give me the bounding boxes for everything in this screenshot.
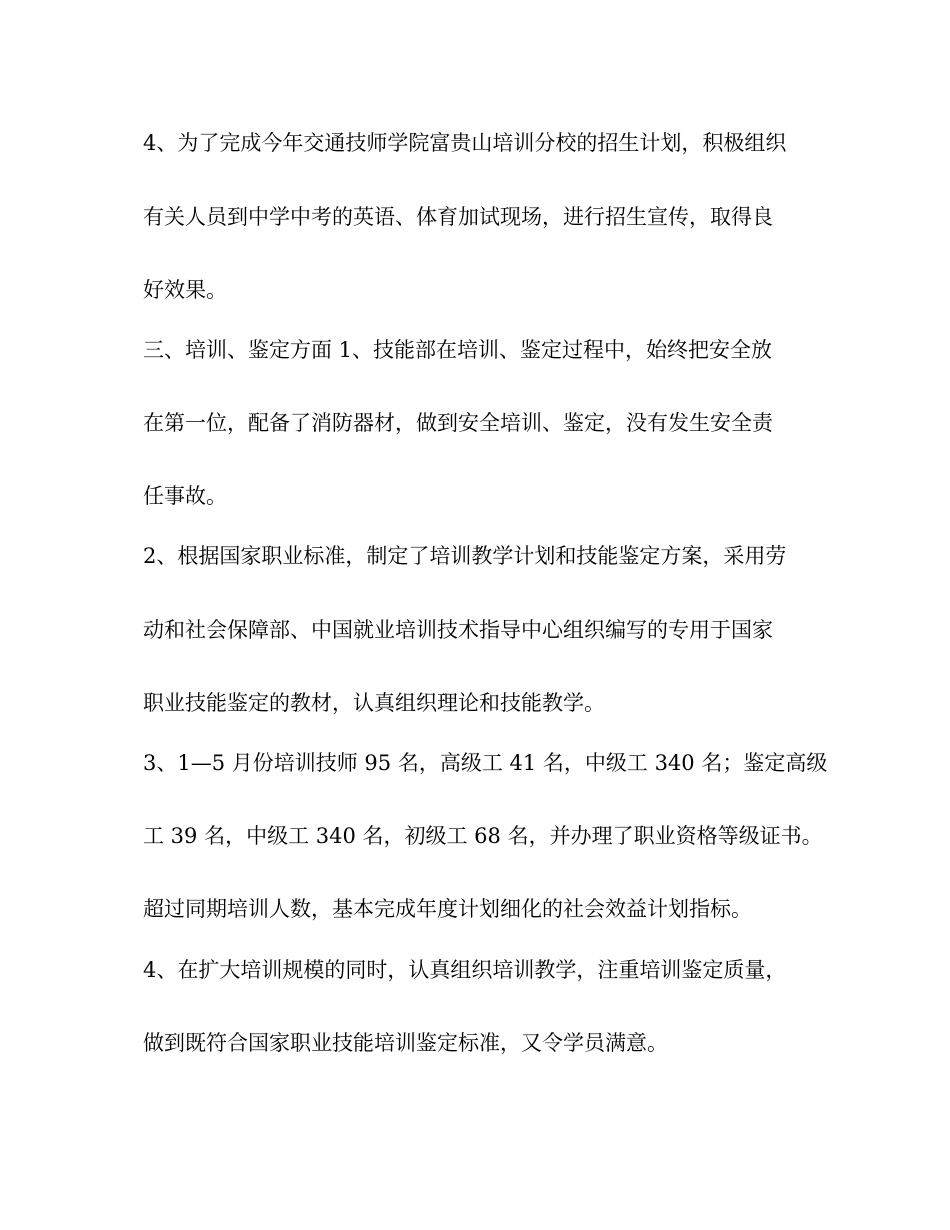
text-line: 工 39 名，中级工 340 名，初级工 68 名，并办理了职业资格等级证书。	[143, 824, 823, 848]
text-line: 好效果。	[143, 278, 227, 302]
text-line: 三、培训、鉴定方面 1、技能部在培训、鉴定过程中，始终把安全放	[143, 338, 773, 362]
text-line: 超过同期培训人数，基本完成年度计划细化的社会效益计划指标。	[143, 897, 752, 921]
text-line: 有关人员到中学中考的英语、体育加试现场，进行招生宣传，取得良	[143, 205, 773, 229]
text-line: 做到既符合国家职业技能培训鉴定标准，又令学员满意。	[143, 1031, 668, 1055]
text-line: 3、1—5 月份培训技师 95 名，高级工 41 名，中级工 340 名；鉴定高级	[143, 751, 828, 775]
text-line: 在第一位，配备了消防器材，做到安全培训、鉴定，没有发生安全责	[143, 411, 773, 435]
text-line: 动和社会保障部、中国就业培训技术指导中心组织编写的专用于国家	[143, 618, 773, 642]
text-line: 2、根据国家职业标准，制定了培训教学计划和技能鉴定方案，采用劳	[143, 544, 787, 568]
text-line: 任事故。	[143, 484, 227, 508]
text-line: 职业技能鉴定的教材，认真组织理论和技能教学。	[143, 691, 605, 715]
text-line: 4、在扩大培训规模的同时，认真组织培训教学，注重培训鉴定质量，	[143, 958, 787, 982]
text-line: 4、为了完成今年交通技师学院富贵山培训分校的招生计划，积极组织	[143, 131, 787, 155]
